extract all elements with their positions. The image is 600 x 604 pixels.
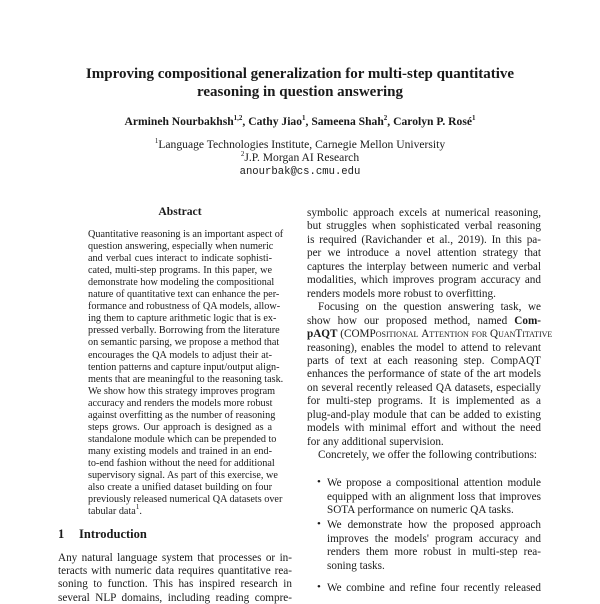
abstract-line	[88, 361, 280, 374]
paragraph-segment: ositional	[375, 328, 422, 341]
paragraph-line-text: but struggles when sophisticated verbal reasoning	[307, 220, 541, 233]
bullet-item-line	[327, 533, 541, 545]
section-heading: Introduction	[79, 527, 147, 541]
abstract-line	[88, 241, 272, 253]
paragraph-line	[307, 342, 541, 354]
abstract-line	[88, 277, 275, 289]
affiliation-1	[0, 138, 600, 151]
bullet-item-text: renders them more robust in multi-step rea-	[327, 546, 541, 558]
paragraph-line	[307, 355, 541, 367]
intro-line-text: Any natural language system that processes or in-	[58, 552, 292, 564]
paragraph-segment: uan	[498, 328, 516, 341]
bullet-item-line	[327, 519, 541, 531]
abstract-line	[88, 398, 272, 410]
abstract-line-text: cated, multi-step programs. In this paper, we	[88, 265, 272, 277]
paragraph-segment: for multi-step programs. It is implemented as a	[307, 395, 541, 408]
paragraph-segment: for any additional supervision.	[307, 435, 444, 448]
paragraph-segment: COMP	[344, 328, 376, 341]
abstract-line	[88, 337, 280, 349]
paragraph-segment: reasoning), enables the model to attend to relevant	[307, 341, 541, 354]
abstract-line-text: demonstrate how modeling the compositional	[88, 277, 275, 289]
bullet-item-line	[327, 491, 541, 503]
abstract-line-text: question answering, especially when numeric	[88, 241, 274, 253]
bullet-item-text: We propose a compositional attention module	[327, 477, 541, 489]
abstract-line	[88, 350, 272, 362]
abstract-line-text: previously released numerical QA datasets over	[88, 494, 283, 506]
bullet-icon: •	[317, 518, 321, 530]
author-separator: ,	[387, 115, 394, 128]
paragraph-segment: Focusing on the question answering task, we	[318, 301, 541, 314]
abstract-line	[88, 482, 272, 494]
abstract-line	[88, 373, 284, 386]
author-email: anourbak@cs.cmu.edu	[239, 166, 361, 178]
author-affiliation-mark: 1,2	[233, 114, 243, 122]
abstract-line-text: on semantic parsing, we propose a method that	[88, 337, 280, 349]
author-separator: ,	[242, 115, 249, 128]
paragraph-segment: Com-	[514, 314, 541, 327]
abstract-line	[88, 494, 283, 506]
bullet-icon: •	[317, 476, 321, 488]
abstract-line	[88, 313, 277, 325]
paragraph-line	[307, 288, 541, 300]
paragraph-line	[307, 274, 541, 286]
author-name: Armineh Nourbakhsh	[124, 115, 234, 128]
bullet-item-text: equipped with an alignment loss that improves	[327, 490, 541, 503]
affiliation-text: J.P. Morgan AI Research	[244, 151, 360, 164]
bullet-item-line	[327, 504, 541, 516]
bullet-item-text: We demonstrate how the proposed approach	[327, 519, 541, 531]
paragraph-line	[307, 234, 541, 246]
paragraph-segment: enhances the performance of state of the art models	[307, 368, 541, 381]
abstract-heading: Abstract	[158, 205, 202, 218]
abstract-line	[88, 325, 280, 337]
abstract-line-text: nature of quantitative text can enhance the per-	[88, 289, 280, 301]
abstract-line-text: standalone module which can be prepended to	[88, 433, 277, 445]
intro-line	[58, 578, 292, 590]
paragraph-segment: ttention for	[429, 328, 490, 341]
bullet-item-text: improves the models' program accuracy and	[327, 532, 541, 545]
abstract-line-text: ing them to capture arithmetic logic that is ex-	[88, 313, 277, 325]
bullet-item-line	[327, 560, 541, 572]
abstract-line-text: We show how this strategy improves program	[88, 385, 276, 397]
author-name: Cathy Jiao	[248, 115, 303, 128]
paragraph-line	[307, 436, 541, 448]
abstract-line	[88, 265, 272, 277]
paragraph-segment: A	[421, 328, 430, 341]
paragraph-line	[307, 422, 541, 434]
affiliation-mark: 1	[154, 137, 159, 145]
abstract-line-text: encourages the QA models to adjust their at-	[88, 349, 272, 361]
bullet-item-line	[327, 546, 541, 558]
paragraph-line-text: is required (Ravichander et al., 2019). In this pa-	[307, 233, 541, 246]
paragraph-segment: T	[515, 328, 523, 341]
abstract-line	[88, 446, 272, 458]
paragraph-line	[307, 368, 541, 380]
paragraph-segment: itative	[522, 328, 553, 341]
bullet-icon: •	[317, 581, 321, 593]
intro-line	[58, 592, 292, 604]
paragraph-line	[307, 207, 541, 219]
paragraph-line-text: renders models more robust to overfitting.	[307, 287, 496, 300]
bullet-item-text: soning tasks.	[327, 559, 385, 572]
paragraph-line	[307, 220, 541, 232]
abstract-line-text: steps grows. Our approach is designed as a	[88, 421, 272, 433]
abstract-line: tabular data$^1$.	[88, 503, 142, 518]
paragraph-line	[307, 382, 541, 394]
abstract-line-text: pressed verbally. Borrowing from the literature	[88, 325, 280, 337]
abstract-line	[88, 301, 281, 313]
author-affiliation-mark: 1	[302, 114, 306, 122]
intro-line-text: soning to function. This has inspired research in	[58, 578, 292, 591]
paragraph-line-text: captures the interplay between numeric and verbal	[307, 260, 541, 273]
paragraph-line	[307, 395, 541, 407]
abstract-line-text: Quantitative reasoning is an important aspect of	[88, 229, 284, 240]
paragraph-segment: show how our proposed method, named	[307, 314, 515, 327]
author-list	[0, 115, 600, 128]
author-affiliation-mark: 1	[472, 114, 476, 122]
paper-title-line-1: Improving compositional generalization for multi-step quantitative	[85, 66, 515, 82]
bullet-item-line	[327, 477, 541, 489]
abstract-line-text: tention patterns and capture input/output align-	[88, 361, 280, 373]
paragraph-segment: Q	[489, 328, 499, 341]
paragraph-segment: on several recently released QA datasets, especially	[307, 381, 541, 394]
abstract-line	[88, 253, 272, 265]
bullet-item-text: SOTA performance on numeric QA tasks.	[327, 504, 514, 516]
abstract-line-text: tabular data	[88, 506, 136, 518]
abstract-line-text: accuracy and renders the models more robust	[88, 397, 273, 409]
paragraph-line	[307, 409, 541, 421]
intro-line-text: teracts with numeric data requires quantitative rea-	[58, 565, 292, 578]
abstract-line	[88, 457, 275, 470]
abstract-line	[88, 470, 278, 482]
paragraph-segment: plug-and-play module that can be added to existing	[307, 408, 541, 421]
paper-title-line-2: reasoning in question answering	[196, 84, 403, 100]
paragraph-segment: models with minimal effort and without the need	[307, 422, 541, 435]
abstract-line	[88, 385, 276, 398]
abstract-line	[88, 229, 284, 241]
abstract-line-text: supervisory signal. As part of this exercise, we	[88, 470, 278, 481]
author-name: Carolyn P. Rosé	[393, 115, 473, 128]
abstract-line-text: against overfitting as the number of reasoning	[88, 409, 276, 421]
abstract-line	[88, 422, 272, 434]
affiliation-2	[0, 151, 600, 164]
abstract-line-text: and verbal cues interact to indicate sophisti-	[88, 253, 272, 265]
paragraph-line	[307, 328, 553, 341]
paragraph-line	[318, 449, 541, 461]
abstract-line-text: ments that are meaningful to the reasoning task.	[88, 373, 284, 385]
footnote-mark: 1	[135, 503, 140, 512]
abstract-line-text: also create a unified dataset building on four	[88, 482, 272, 494]
author-affiliation-mark: 2	[383, 114, 388, 122]
paragraph-line-text: modalities, which improves program accuracy and	[307, 274, 541, 287]
paragraph-line	[318, 301, 541, 313]
intro-line-text: several NLP domains, including reading compre-	[58, 591, 292, 604]
bullet-item-line	[327, 582, 541, 594]
intro-line	[58, 565, 292, 577]
intro-line	[58, 552, 292, 564]
abstract-line-text: many existing models and trained in an end-	[88, 445, 272, 457]
author-name: Sameena Shah	[311, 115, 384, 128]
bullet-item-text: We combine and refine four recently released	[327, 582, 541, 594]
abstract-line	[88, 289, 280, 301]
paragraph-line	[307, 261, 541, 273]
paragraph-line-text: symbolic approach excels at numerical reasoning,	[307, 207, 541, 219]
paragraph-line	[307, 315, 541, 327]
paragraph-line-text: Concretely, we offer the following contributions:	[318, 449, 538, 462]
paragraph-line-text: per we introduce a novel attention strategy that	[307, 247, 541, 260]
author-separator: ,	[305, 115, 312, 128]
affiliation-mark: 2	[240, 150, 245, 158]
section-number: 1	[58, 527, 65, 541]
paragraph-segment: parts of text at each reasoning step. CompAQT	[307, 354, 541, 367]
affiliation-text: Language Technologies Institute, Carnegie Mellon University	[158, 138, 446, 151]
abstract-line-text: to-end fashion without the need for additional	[88, 457, 275, 469]
abstract-line	[88, 409, 276, 422]
paragraph-segment: pAQT	[307, 328, 338, 341]
paragraph-segment: (	[337, 328, 344, 341]
paragraph-line	[307, 247, 541, 259]
abstract-line-text: formance and robustness of QA models, allow-	[88, 301, 281, 313]
abstract-line	[88, 433, 277, 446]
